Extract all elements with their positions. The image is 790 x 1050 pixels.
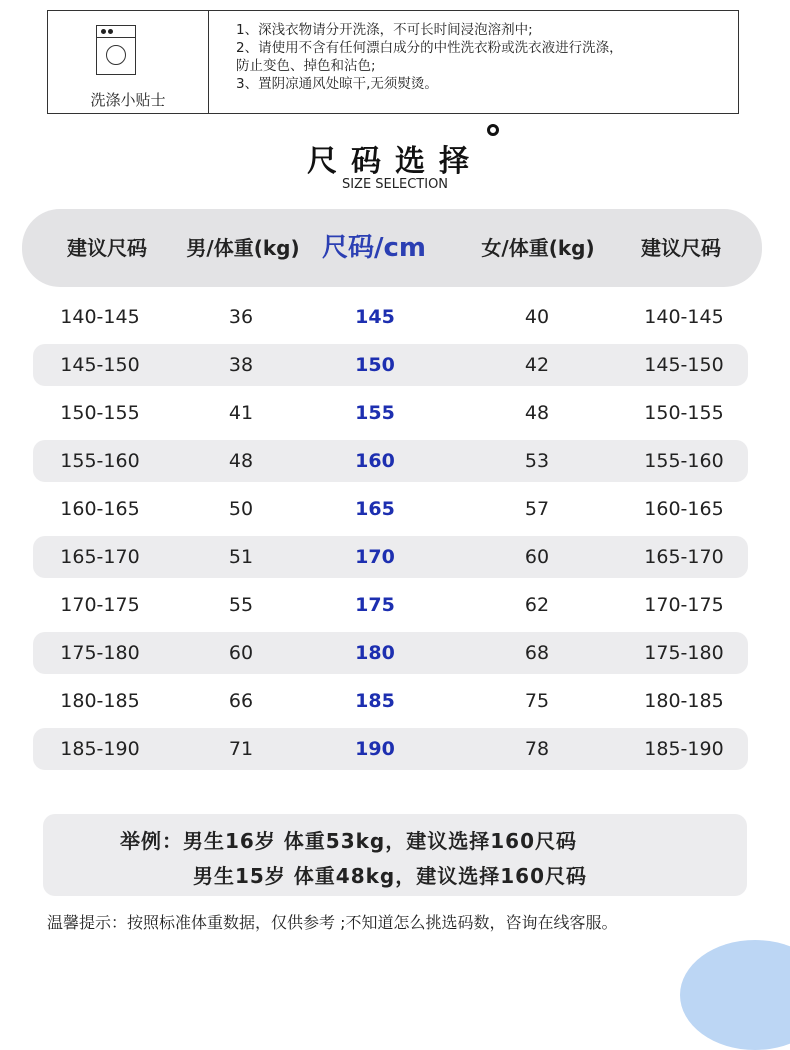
row-suggested-size-left: 140-145 (60, 306, 140, 328)
washing-machine-icon (96, 25, 136, 75)
row-female-weight: 40 (524, 306, 550, 328)
washing-tip-line: 3、置阴凉通风处晾干,无须熨烫。 (236, 76, 438, 92)
page-subtitle: SIZE SELECTION (341, 177, 449, 192)
row-male-weight: 38 (228, 354, 254, 376)
row-suggested-size-right: 185-190 (644, 738, 724, 760)
row-male-weight: 51 (228, 546, 254, 568)
row-suggested-size-left: 170-175 (60, 594, 140, 616)
row-female-weight: 68 (524, 642, 550, 664)
row-female-weight: 42 (524, 354, 550, 376)
table-row (33, 536, 748, 578)
row-suggested-size-left: 150-155 (60, 402, 140, 424)
washing-tip-line: 防止变色、掉色和沾色; (236, 58, 376, 74)
row-suggested-size-right: 150-155 (644, 402, 724, 424)
table-row (33, 728, 748, 770)
washing-tip-line: 2、请使用不含有任何漂白成分的中性洗衣粉或洗衣液进行洗涤， (236, 40, 623, 56)
header-male-weight: 男/体重(kg) (186, 236, 300, 260)
table-row (33, 488, 748, 530)
row-suggested-size-right: 140-145 (644, 306, 724, 328)
table-row (33, 344, 748, 386)
machine-drum (106, 45, 126, 65)
row-suggested-size-left: 185-190 (60, 738, 140, 760)
row-suggested-size-right: 155-160 (644, 450, 724, 472)
row-size-cm: 190 (355, 738, 395, 760)
washing-tips-box (47, 10, 739, 114)
row-suggested-size-right: 160-165 (644, 498, 724, 520)
table-row (33, 584, 748, 626)
table-row (33, 440, 748, 482)
row-male-weight: 36 (228, 306, 254, 328)
size-table-header (22, 209, 762, 287)
row-suggested-size-left: 165-170 (60, 546, 140, 568)
row-suggested-size-left: 175-180 (60, 642, 140, 664)
table-row (33, 392, 748, 434)
row-suggested-size-right: 170-175 (644, 594, 724, 616)
row-female-weight: 62 (524, 594, 550, 616)
page-title: 尺码选择 (307, 144, 483, 179)
decorative-corner-shape (680, 940, 790, 1050)
title-degree-circle (487, 124, 499, 136)
row-female-weight: 57 (524, 498, 550, 520)
row-suggested-size-left: 160-165 (60, 498, 140, 520)
row-size-cm: 165 (355, 498, 395, 520)
row-female-weight: 75 (524, 690, 550, 712)
row-size-cm: 150 (355, 354, 395, 376)
washing-tip-line: 1、深浅衣物请分开洗涤，不可长时间浸泡溶剂中; (236, 22, 533, 38)
row-size-cm: 175 (355, 594, 395, 616)
row-suggested-size-right: 165-170 (644, 546, 724, 568)
example-line-1: 举例：男生16岁 体重53kg，建议选择160尺码 (120, 829, 577, 853)
row-suggested-size-left: 155-160 (60, 450, 140, 472)
header-suggested-size-left: 建议尺码 (67, 236, 147, 260)
row-size-cm: 145 (355, 306, 395, 328)
row-suggested-size-left: 180-185 (60, 690, 140, 712)
table-row (33, 680, 748, 722)
row-female-weight: 60 (524, 546, 550, 568)
row-male-weight: 50 (228, 498, 254, 520)
machine-panel-line (97, 37, 135, 38)
table-row (33, 296, 748, 338)
row-male-weight: 41 (228, 402, 254, 424)
row-male-weight: 60 (228, 642, 254, 664)
row-female-weight: 53 (524, 450, 550, 472)
example-line-2: 男生15岁 体重48kg，建议选择160尺码 (193, 864, 587, 888)
machine-button-dot (101, 29, 106, 34)
row-suggested-size-right: 145-150 (644, 354, 724, 376)
header-female-weight: 女/体重(kg) (481, 236, 595, 260)
row-male-weight: 66 (228, 690, 254, 712)
washing-tips-label: 洗涤小贴士 (90, 91, 166, 109)
row-size-cm: 180 (355, 642, 395, 664)
row-female-weight: 48 (524, 402, 550, 424)
washing-tips-label-panel (48, 11, 209, 113)
machine-button-dot (108, 29, 113, 34)
row-male-weight: 71 (228, 738, 254, 760)
row-size-cm: 170 (355, 546, 395, 568)
table-row (33, 632, 748, 674)
header-size-cm: 尺码/cm (321, 233, 426, 263)
row-size-cm: 155 (355, 402, 395, 424)
row-female-weight: 78 (524, 738, 550, 760)
row-size-cm: 160 (355, 450, 395, 472)
row-suggested-size-right: 175-180 (644, 642, 724, 664)
example-box (43, 814, 747, 896)
row-male-weight: 48 (228, 450, 254, 472)
header-suggested-size-right: 建议尺码 (641, 236, 721, 260)
row-suggested-size-left: 145-150 (60, 354, 140, 376)
washing-tips-text (236, 21, 736, 93)
row-suggested-size-right: 180-185 (644, 690, 724, 712)
row-male-weight: 55 (228, 594, 254, 616)
row-size-cm: 185 (355, 690, 395, 712)
warm-reminder-note: 温馨提示：按照标准体重数据，仅供参考 ;不知道怎么挑选码数，咨询在线客服。 (47, 913, 618, 932)
